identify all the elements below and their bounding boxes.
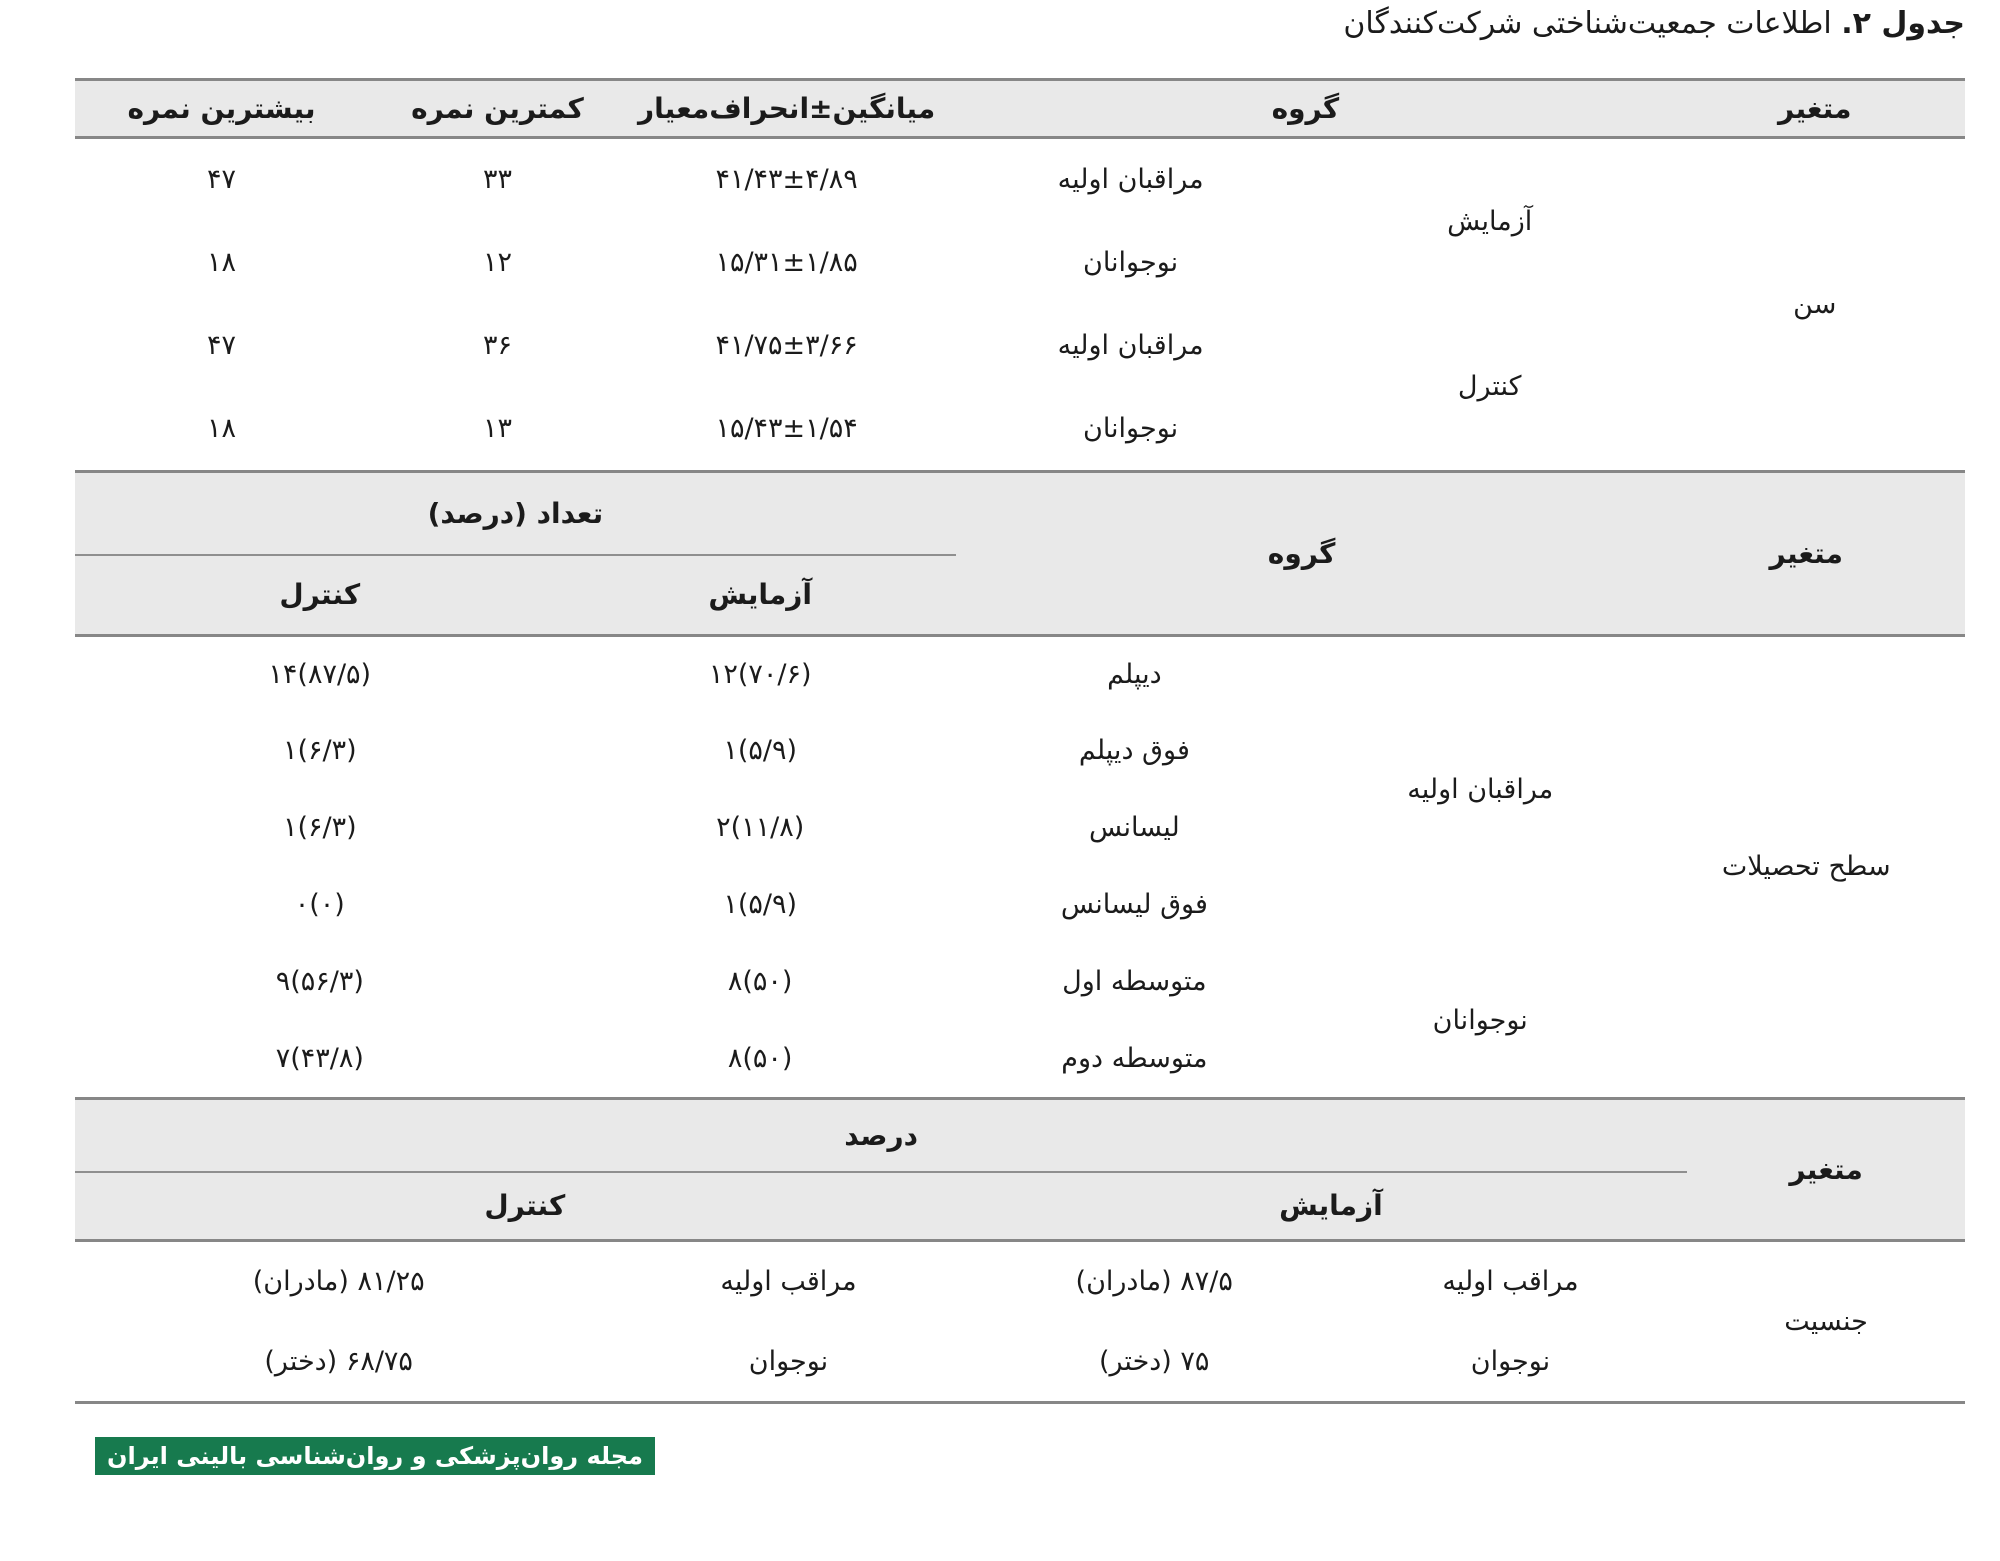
cell-education-level: متوسطه دوم [1061, 1043, 1208, 1074]
header-variable: متغیر [1665, 80, 1966, 138]
count-percent-value: ۷(۴۳/۸) [275, 1043, 364, 1074]
cell-ctrl-role: مراقب اولیه [720, 1266, 857, 1298]
cell-mean-sd [627, 138, 946, 221]
cell-exp-percent: ۸۷/۵ (مادران) [1075, 1266, 1233, 1298]
cell-subgroup: نوجوانان [1082, 246, 1179, 278]
cell-variable-age: سن [1793, 288, 1837, 320]
count-percent-value: ۱(۵/۹) [723, 889, 797, 920]
header-group: گروه [956, 471, 1648, 635]
header-control: کنترل [75, 555, 565, 635]
cell-ctrl-count [75, 866, 565, 943]
cell-group-caregivers: مراقبان اولیه [1407, 774, 1554, 806]
education-section-table [75, 470, 1965, 1098]
count-percent-value: ۱(۶/۳) [282, 812, 357, 843]
count-percent-value: ۹(۵۶/۳) [275, 966, 364, 997]
cell-ctrl-count [75, 789, 565, 866]
cell-ctrl-percent: ۶۸/۷۵ (دختر) [264, 1345, 413, 1377]
header-experimental: آزمایش [565, 555, 956, 635]
header-percent: درصد [75, 1099, 1687, 1172]
header-experimental: آزمایش [975, 1172, 1688, 1241]
cell-exp-count [565, 635, 956, 712]
count-percent-value: ۲(۱۱/۸) [716, 812, 805, 843]
cell-ctrl-count [75, 712, 565, 789]
mean-sd-value: ۴۱/۴۳±۴/۸۹ [715, 164, 858, 196]
cell-variable-gender: جنسیت [1784, 1306, 1868, 1337]
count-percent-value: ۱(۶/۳) [282, 735, 357, 766]
cell-max-score: ۴۷ [206, 164, 236, 196]
header-count-percent: تعداد (درصد) [75, 471, 956, 555]
cell-exp-count [565, 789, 956, 866]
gender-section-table [75, 1097, 1965, 1404]
header-min-score: کمترین نمره [368, 80, 627, 138]
header-group: گروه [946, 80, 1664, 138]
cell-education-level: فوق دیپلم [1078, 735, 1190, 766]
cell-education-level: فوق لیسانس [1060, 889, 1208, 920]
header-variable: متغیر [1647, 471, 1965, 635]
table-caption-text: اطلاعات جمعیت‌شناختی شرکت‌کنندگان [1343, 6, 1842, 41]
cell-ctrl-count [75, 1020, 565, 1097]
header-mean-sd: میانگین±انحراف‌معیار [627, 80, 946, 138]
mean-sd-value: ۴۱/۷۵±۳/۶۶ [715, 329, 858, 361]
table-row [75, 1322, 1965, 1403]
cell-exp-role: نوجوان [1470, 1345, 1551, 1377]
count-percent-value: ۱۲(۷۰/۶) [708, 658, 812, 690]
header-control: کنترل [75, 1172, 975, 1241]
cell-group-adolescents: نوجوانان [1432, 1004, 1528, 1036]
header-variable: متغیر [1687, 1099, 1965, 1241]
cell-group-experimental: آزمایش [1447, 205, 1533, 237]
cell-mean-sd [627, 304, 946, 387]
cell-ctrl-role: نوجوان [748, 1345, 829, 1377]
demographics-table [75, 78, 1965, 1404]
cell-ctrl-percent: ۸۱/۲۵ (مادران) [252, 1266, 425, 1298]
count-percent-value: ۱(۵/۹) [723, 735, 797, 766]
journal-logo-badge: مجله روان‌پزشکی و روان‌شناسی بالینی ایران [95, 1437, 655, 1475]
cell-ctrl-count [75, 943, 565, 1020]
count-percent-value: ۱۴(۸۷/۵) [268, 658, 372, 690]
cell-mean-sd [627, 387, 946, 470]
cell-subgroup: مراقبان اولیه [1057, 164, 1204, 196]
cell-min-score: ۳۳ [482, 164, 512, 196]
cell-min-score: ۱۳ [482, 412, 512, 444]
cell-subgroup: نوجوانان [1082, 412, 1179, 444]
cell-variable-education: سطح تحصیلات [1721, 851, 1891, 883]
cell-mean-sd [627, 221, 946, 304]
count-percent-value: ۸(۵۰) [727, 966, 793, 997]
cell-ctrl-count [75, 635, 565, 712]
table-caption-number: جدول ۲. [1841, 6, 1965, 41]
cell-education-level: دیپلم [1107, 658, 1162, 690]
cell-exp-count [565, 1020, 956, 1097]
table-row [75, 1241, 1965, 1322]
cell-education-level: متوسطه اول [1062, 966, 1207, 997]
cell-min-score: ۳۶ [482, 329, 512, 361]
table-row [75, 635, 1965, 712]
cell-group-control: کنترل [1457, 371, 1522, 402]
cell-max-score: ۱۸ [206, 246, 236, 278]
table-row [75, 138, 1965, 221]
cell-exp-role: مراقب اولیه [1442, 1266, 1579, 1298]
cell-subgroup: مراقبان اولیه [1057, 329, 1204, 361]
cell-max-score: ۱۸ [206, 412, 236, 444]
count-percent-value: ۸(۵۰) [727, 1043, 793, 1074]
cell-max-score: ۴۷ [206, 329, 236, 361]
header-max-score: بیشترین نمره [75, 80, 368, 138]
count-percent-value: ۰(۰) [294, 889, 345, 920]
mean-sd-value: ۱۵/۳۱±۱/۸۵ [715, 246, 858, 278]
cell-min-score: ۱۲ [482, 246, 512, 278]
age-section-table [75, 78, 1965, 470]
mean-sd-value: ۱۵/۴۳±۱/۵۴ [715, 412, 858, 444]
cell-exp-count [565, 866, 956, 943]
cell-exp-percent: ۷۵ (دختر) [1098, 1345, 1210, 1377]
cell-education-level: لیسانس [1089, 812, 1180, 843]
cell-exp-count [565, 712, 956, 789]
table-caption [1343, 6, 1965, 41]
cell-exp-count [565, 943, 956, 1020]
